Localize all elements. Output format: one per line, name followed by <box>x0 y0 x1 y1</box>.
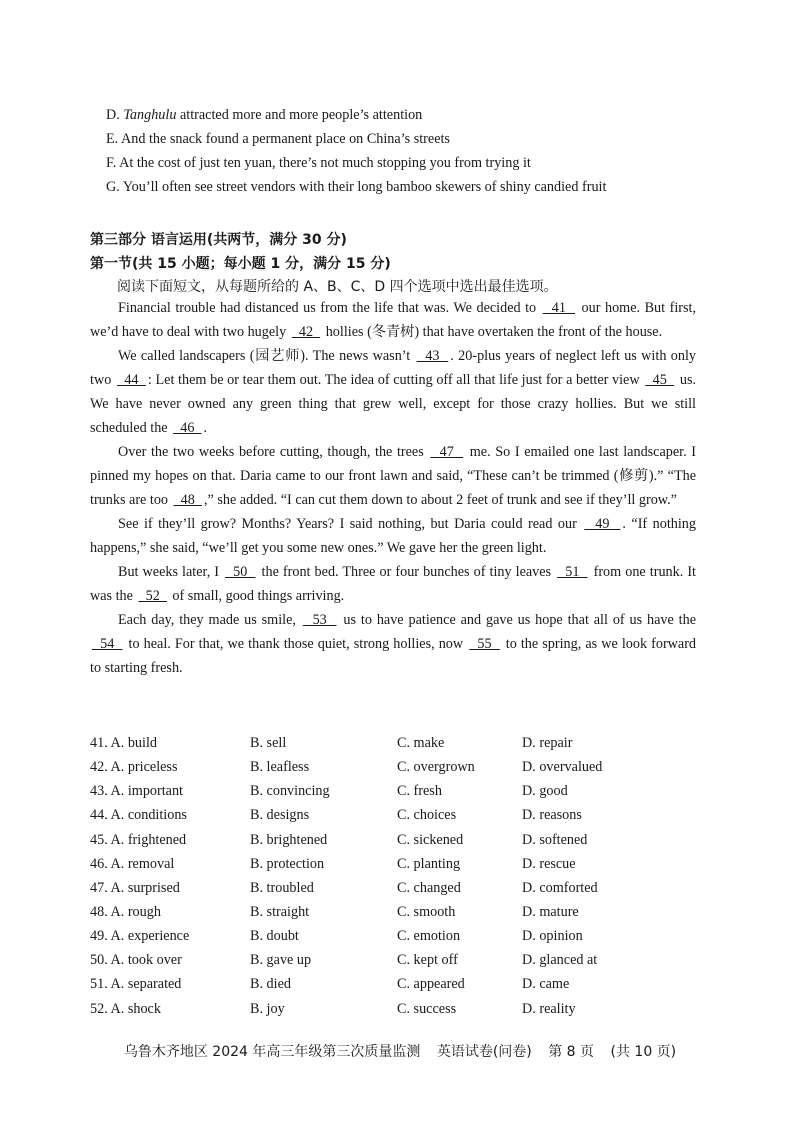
choice-option: B. straight <box>250 903 310 920</box>
option-letter: E. <box>106 131 121 147</box>
option-letter: F. <box>106 155 120 171</box>
blank-49: 49 <box>584 516 621 532</box>
part-title: 第三部分 语言运用(共两节，满分 30 分) <box>90 232 347 248</box>
choice-option: 52. A. shock <box>90 1000 161 1017</box>
choice-option: 49. A. experience <box>90 928 190 945</box>
passage-paragraph: But weeks later, I 50 the front bed. Three or four bunches of tiny leaves 51 from one trunk. It was the 52 of small, good things arriving. <box>90 564 696 604</box>
choice-option: C. fresh <box>397 783 442 800</box>
blank-48: 48 <box>173 492 202 508</box>
choice-option: 42. A. priceless <box>90 759 178 776</box>
instruction-text: 阅读下面短文，从每题所给的 A、B、C、D 四个选项中选出最佳选项。 <box>117 279 558 295</box>
choice-option: C. overgrown <box>397 759 475 776</box>
choice-option: 50. A. took over <box>90 952 182 969</box>
choice-row <box>90 972 700 996</box>
blank-43: 43 <box>416 348 449 364</box>
choice-option: 43. A. important <box>90 783 184 800</box>
choice-option: D. overvalued <box>522 759 603 776</box>
cloze-passage <box>90 296 696 680</box>
choice-option: B. designs <box>250 807 310 824</box>
choice-option: D. repair <box>522 735 573 751</box>
option-text: At the cost of just ten yuan, there’s not much stopping you from trying it <box>119 155 531 171</box>
choice-option: 47. A. surprised <box>90 879 180 896</box>
option-line <box>106 105 422 125</box>
choice-option: B. convincing <box>250 783 330 800</box>
choice-option: C. make <box>397 735 445 751</box>
choice-row <box>90 828 700 852</box>
choice-option: D. glanced at <box>522 952 598 969</box>
blank-52: 52 <box>138 588 167 604</box>
choice-option: D. reality <box>522 1000 576 1017</box>
blank-55: 55 <box>469 636 500 652</box>
choice-option: C. sickened <box>397 831 464 848</box>
choice-option: B. leafless <box>250 759 310 776</box>
choice-row <box>90 924 700 948</box>
choice-row <box>90 803 700 827</box>
choice-option: C. planting <box>397 855 461 872</box>
choice-option: D. comforted <box>522 879 598 896</box>
choice-option: D. reasons <box>522 807 582 824</box>
choice-option: 44. A. conditions <box>90 807 187 824</box>
choice-row <box>90 731 700 755</box>
choice-row <box>90 997 700 1021</box>
choices-table <box>90 731 700 1021</box>
choice-row <box>90 900 700 924</box>
choice-option: D. opinion <box>522 928 583 945</box>
choice-option: 46. A. removal <box>90 855 175 872</box>
choice-option: C. appeared <box>397 976 465 993</box>
choice-option: D. came <box>522 976 570 993</box>
choice-option: B. died <box>250 976 291 993</box>
choice-option: B. protection <box>250 855 325 872</box>
blank-41: 41 <box>542 300 575 316</box>
choice-row <box>90 852 700 876</box>
page-footer <box>0 1041 800 1061</box>
footer-page-number: 第 8 页 <box>548 1044 595 1060</box>
blank-54: 54 <box>92 636 123 652</box>
option-line <box>106 177 606 197</box>
option-letter: G. <box>106 179 123 195</box>
choice-option: B. troubled <box>250 879 314 896</box>
section-title: 第一节(共 15 小题；每小题 1 分，满分 15 分) <box>90 256 391 272</box>
choice-option: D. good <box>522 783 568 800</box>
choice-option: C. choices <box>397 807 457 824</box>
blank-44: 44 <box>116 372 146 388</box>
footer-total-pages: (共 10 页) <box>610 1044 677 1060</box>
blank-53: 53 <box>302 612 337 628</box>
choice-option: D. rescue <box>522 855 576 872</box>
choice-option: B. joy <box>250 1000 285 1017</box>
choice-option: B. sell <box>250 735 287 751</box>
option-italic-term: Tanghulu <box>123 107 177 123</box>
choice-row <box>90 779 700 803</box>
blank-42: 42 <box>291 324 321 340</box>
choice-option: 51. A. separated <box>90 976 182 993</box>
choice-option: C. changed <box>397 879 461 896</box>
option-text: And the snack found a permanent place on China’s streets <box>120 131 450 147</box>
choice-option: C. emotion <box>397 928 461 945</box>
blank-45: 45 <box>645 372 675 388</box>
option-line <box>106 129 450 149</box>
choice-option: D. mature <box>522 903 579 920</box>
choice-option: B. brightened <box>250 831 328 848</box>
choice-option: C. smooth <box>397 903 456 920</box>
passage-paragraph: We called landscapers (园艺师). The news wasn’t 43 . 20-plus years of neglect left us with only two 44 : Let them be or tear them out. The idea of cutting off all that life just for a better view 45 us. We have never owned any green thing that grew well, except for those crazy hollies. But we still scheduled the 46 . <box>90 348 697 436</box>
blank-47: 47 <box>430 444 464 460</box>
passage-paragraph: Financial trouble had distanced us from the life that was. We decided to 41 our home. But first, we’d have to deal with two hugely 42 hollies (冬青树) that have overtaken the front of the house. <box>90 300 696 340</box>
option-letter: D. <box>106 107 124 123</box>
choice-option: 48. A. rough <box>90 903 161 920</box>
choice-row <box>90 755 700 779</box>
option-line <box>106 153 531 173</box>
choice-option: C. success <box>397 1000 457 1017</box>
blank-51: 51 <box>557 564 588 580</box>
choice-option: 41. A. build <box>90 735 158 751</box>
option-text: You’ll often see street vendors with their long bamboo skewers of shiny candied fruit <box>122 179 607 195</box>
blank-46: 46 <box>173 420 202 436</box>
choice-option: D. softened <box>522 831 588 848</box>
passage-paragraph: See if they’ll grow? Months? Years? I said nothing, but Daria could read our 49 . “If nothing happens,” she said, “we’ll get you some new ones.” We gave her the green light. <box>90 516 696 556</box>
passage-paragraph: Over the two weeks before cutting, though, the trees 47 me. So I emailed one last landscaper. I pinned my hopes on that. Daria came to our front lawn and said, “These can’t be trimmed (修剪).” “The trunks are too 48 ,” she added. “I can cut them down to about 2 feet of trunk and see if they’ll grow.” <box>90 444 697 508</box>
choice-row <box>90 876 700 900</box>
choice-option: B. doubt <box>250 928 299 945</box>
passage-paragraph: Each day, they made us smile, 53 us to have patience and gave us hope that all of us have the 54 to heal. For that, we thank those quiet, strong hollies, now 55 to the spring, as we look forward to starting fresh. <box>90 612 697 676</box>
choice-option: C. kept off <box>397 952 458 969</box>
choice-row <box>90 948 700 972</box>
choice-option: B. gave up <box>250 952 312 969</box>
choice-option: 45. A. frightened <box>90 831 187 848</box>
blank-50: 50 <box>225 564 256 580</box>
footer-exam-name: 乌鲁木齐地区 2024 年高三年级第三次质量监测 <box>123 1044 421 1060</box>
footer-subject: 英语试卷(问卷) <box>436 1044 532 1060</box>
option-text: attracted more and more people’s attention <box>176 107 423 123</box>
